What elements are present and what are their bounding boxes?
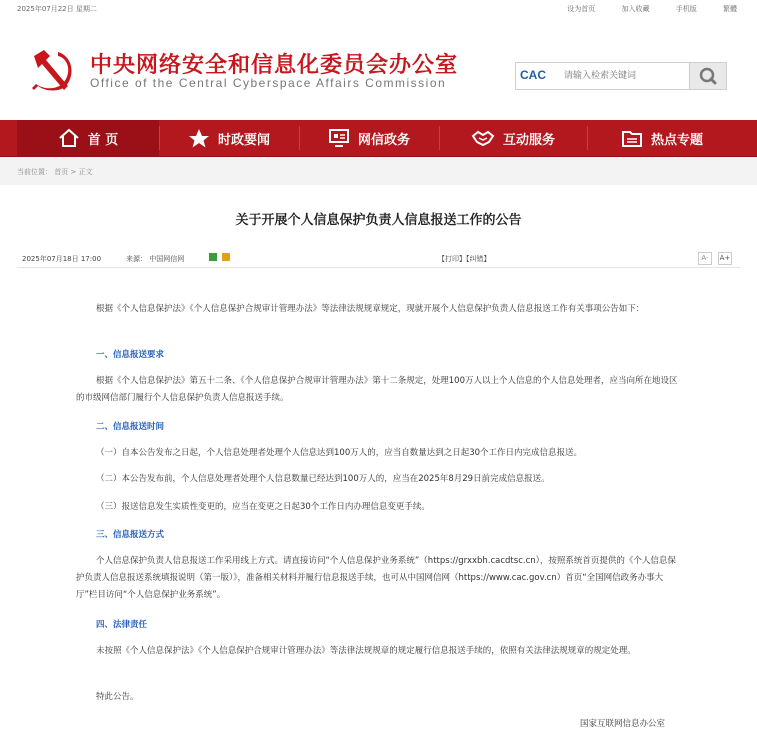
- nav-interactive-service[interactable]: [439, 120, 587, 156]
- breadcrumb-current: 正文: [78, 168, 93, 176]
- breadcrumb-separator: >: [68, 168, 79, 176]
- folder-icon: [621, 128, 643, 148]
- set-homepage-link[interactable]: 设为首页: [567, 5, 596, 13]
- section-1-body: 根据《个人信息保护法》第五十二条、《个人信息保护合规审计管理办法》第十二条规定，处理100万人以上个人信息的个人信息处理者，应当向所在地设区的市级网信部门履行个人信息保护负责人信息报送手续。: [76, 376, 678, 403]
- font-decrease-button[interactable]: A-: [698, 252, 712, 265]
- section-1-heading: 一、信息报送要求: [96, 350, 165, 360]
- main-nav: [0, 120, 757, 157]
- mobile-version-link[interactable]: 手机版: [675, 5, 697, 13]
- top-links: [543, 4, 737, 14]
- site-title: 中央网络安全和信息化委员会办公室: [90, 53, 459, 78]
- divider: [17, 267, 740, 268]
- article-source: 来源： 中国网信网: [126, 255, 185, 263]
- monitor-icon: [328, 128, 350, 148]
- home-icon: [58, 128, 80, 148]
- section-4-heading: 四、法律责任: [96, 620, 148, 630]
- intro-paragraph: 根据《个人信息保护法》《个人信息保护合规审计管理办法》等法律法规规章规定，现就开展个人信息保护负责人信息报送工作有关事项公告如下：: [96, 304, 645, 314]
- publish-date: 2025年07月18日 17:00: [22, 255, 102, 263]
- section-2-heading: 二、信息报送时间: [96, 422, 165, 432]
- nav-current-affairs[interactable]: [159, 120, 299, 156]
- search-button[interactable]: [689, 63, 726, 89]
- share-weibo-icon[interactable]: [222, 253, 230, 261]
- search-input[interactable]: [562, 66, 690, 86]
- section-3-heading: 三、信息报送方式: [96, 530, 165, 540]
- article-title: 关于开展个人信息保护负责人信息报送工作的公告: [235, 213, 522, 228]
- star-icon: [188, 128, 210, 148]
- signature: 国家互联网信息办公室: [580, 719, 666, 729]
- nav-hot-topics-label: 热点专题: [650, 132, 703, 148]
- site-header: [0, 18, 757, 120]
- article-meta: [22, 252, 736, 266]
- handshake-icon: [471, 128, 495, 148]
- section-2-item-2: （二）本公告发布前，个人信息处理者处理个人信息数量已经达到100万人的，应当在2025年8月29日前完成信息报送。: [96, 474, 550, 484]
- nav-home[interactable]: [17, 120, 159, 156]
- share-wechat-icon[interactable]: [209, 253, 217, 261]
- search-icon: [690, 63, 726, 89]
- breadcrumb: [0, 157, 757, 185]
- breadcrumb-prefix: 当前位置：: [17, 168, 52, 176]
- site-title-english: Office of the Central Cyberspace Affairs Commission: [90, 76, 447, 90]
- cac-logo: CAC: [520, 68, 546, 82]
- search-box: [515, 62, 727, 90]
- section-2-item-3: （三）报送信息发生实质性变更的，应当在变更之日起30个工作日内办理信息变更手续。: [96, 502, 430, 512]
- top-bar: [0, 0, 757, 18]
- nav-government-affairs[interactable]: [299, 120, 439, 156]
- nav-hot-topics[interactable]: [587, 120, 737, 156]
- add-favorite-link[interactable]: 加入收藏: [621, 5, 650, 13]
- traditional-chinese-link[interactable]: 繁體: [723, 5, 737, 13]
- section-4-body: 未按照《个人信息保护法》《个人信息保护合规审计管理办法》等法律法规规章的规定履行信息报送手续的，依照有关法律法规规章的规定处理。: [96, 646, 636, 656]
- breadcrumb-home-link[interactable]: 首页: [54, 168, 69, 176]
- closing-text: 特此公告。: [96, 692, 139, 702]
- current-date: 2025年07月22日 星期二: [17, 5, 97, 13]
- print-correct-links[interactable]: 【打印】【纠错】: [438, 255, 491, 263]
- nav-home-label: 首 页: [87, 132, 119, 148]
- nav-current-affairs-label: 时政要闻: [217, 132, 270, 148]
- section-3-body: 个人信息保护负责人信息报送工作采用线上方式。请直接访问“个人信息保护业务系统”（https://grxxbh.cacdtsc.cn），按照系统首页提供的《个人信息保护负责人信息报送系统填报说明（第一版）》，准备相关材料并履行信息报送手续，也可从中国网信网（https://www.cac.gov.cn）首页“全国网信政务办事大厅”栏目访问“个人信息保护业务系统”。: [76, 556, 676, 600]
- nav-interactive-service-label: 互动服务: [502, 132, 555, 148]
- section-2-item-1: （一）自本公告发布之日起，个人信息处理者处理个人信息达到100万人的，应当自数量达到之日起30个工作日内完成信息报送。: [96, 448, 583, 458]
- party-emblem-icon: [28, 46, 76, 94]
- font-increase-button[interactable]: A+: [718, 252, 732, 265]
- nav-government-affairs-label: 网信政务: [357, 132, 410, 148]
